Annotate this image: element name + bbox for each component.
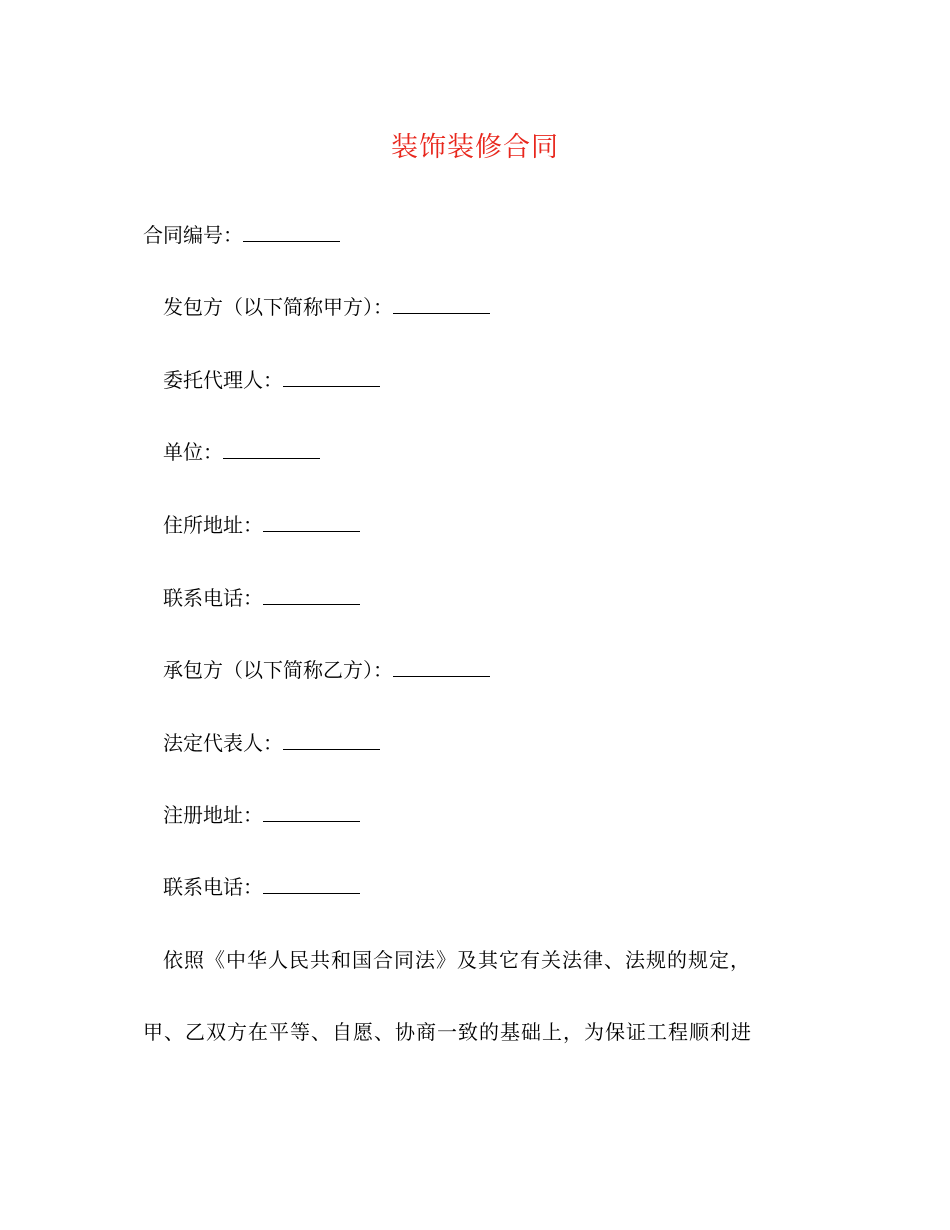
- contract-number-label: 合同编号：: [143, 223, 243, 247]
- party-b-line: [163, 655, 490, 685]
- representative-label: 法定代表人：: [163, 731, 283, 755]
- party-a-phone-blank: [263, 586, 360, 605]
- intro-paragraph-line-1: 依照《中华人民共和国合同法》及其它有关法律、法规的规定，: [163, 948, 751, 972]
- agent-label: 委托代理人：: [163, 368, 283, 392]
- document-title: 装饰装修合同: [391, 132, 559, 163]
- unit-blank: [223, 440, 320, 459]
- party-a-label: 发包方（以下简称甲方）：: [163, 295, 393, 319]
- party-a-phone-line: [163, 583, 360, 613]
- party-b-address-blank: [263, 803, 360, 822]
- unit-label: 单位：: [163, 440, 223, 464]
- party-b-address-line: [163, 800, 360, 830]
- intro-paragraph-line-2: 甲、乙双方在平等、自愿、协商一致的基础上，为保证工程顺利进: [143, 1020, 752, 1044]
- party-a-address-label: 住所地址：: [163, 513, 263, 537]
- contract-number-line: [143, 220, 340, 250]
- agent-line: [163, 365, 380, 395]
- party-a-phone-label: 联系电话：: [163, 586, 263, 610]
- party-a-address-blank: [263, 513, 360, 532]
- representative-line: [163, 728, 380, 758]
- party-b-phone-label: 联系电话：: [163, 875, 263, 899]
- party-b-phone-line: [163, 872, 360, 902]
- party-a-address-line: [163, 510, 360, 540]
- party-b-phone-blank: [263, 875, 360, 894]
- unit-line: [163, 437, 320, 467]
- party-a-blank: [393, 295, 490, 314]
- party-b-blank: [393, 658, 490, 677]
- party-b-label: 承包方（以下简称乙方）：: [163, 658, 393, 682]
- agent-blank: [283, 368, 380, 387]
- party-a-line: [163, 292, 490, 322]
- representative-blank: [283, 731, 380, 750]
- contract-number-blank: [243, 223, 340, 242]
- party-b-address-label: 注册地址：: [163, 803, 263, 827]
